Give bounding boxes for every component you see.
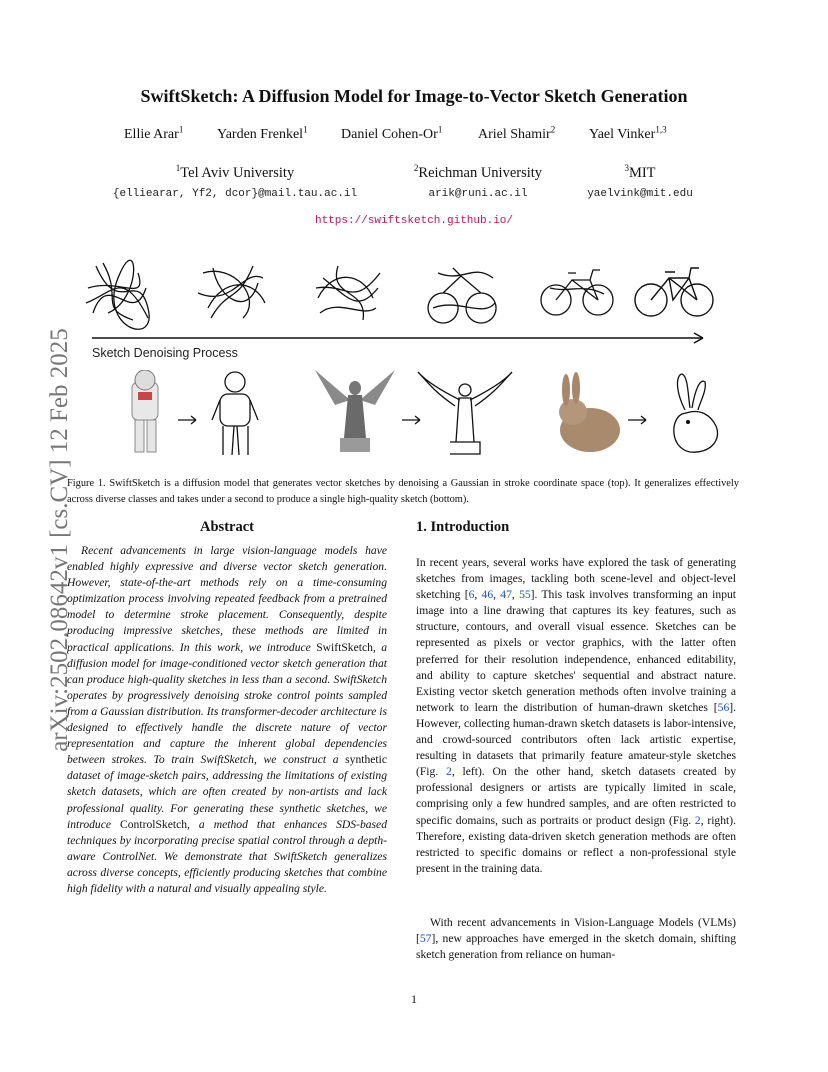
paper-title: SwiftSketch: A Diffusion Model for Image-to-Vector Sketch Generation	[140, 86, 688, 106]
author-3: Daniel Cohen-Or$^1$	[341, 124, 443, 142]
rabbit-photo	[559, 372, 620, 452]
noisy-sketch-step-3	[316, 266, 380, 320]
arxiv-identifier: arXiv:2502.08642v1 [cs.CV] 12 Feb 2025	[46, 328, 73, 752]
figure-reference-link[interactable]: 2	[694, 813, 701, 827]
introduction-heading: 1. Introduction	[416, 519, 510, 535]
citation-link[interactable]: 47	[500, 588, 512, 602]
astronaut-photo	[132, 370, 158, 452]
email-3: yaelvink@mit.edu	[587, 188, 693, 200]
noisy-sketch-step-2	[198, 266, 265, 318]
author-4: Ariel Shamir$^2$	[478, 124, 556, 142]
figure-reference-link[interactable]: 2	[446, 765, 452, 779]
citation-link[interactable]: 6	[468, 588, 475, 602]
abstract-heading: Abstract	[200, 519, 254, 535]
citation-link[interactable]: 46	[481, 588, 494, 602]
method-name: SwiftSketch	[316, 640, 373, 654]
abstract-body: Recent advancements in large vision-language models have enabled highly expressive and diverse vector sketch generation. However, state-of-the-art methods rely on a time-consuming optimization process involving repeated feedback from a pretrained model to determine stroke placement. Consequently, despite producing impressive sketches, these methods are limited in practical applications. In this work, we introduce SwiftSketch, a diffusion model for image-conditioned vector sketch generation that can produce high-quality sketches in less than a second. SwiftSketch operates by progressively denoising stroke control points sampled from a Gaussian distribution. Its transformer-decoder architecture is designed to effectively handle the discrete nature of vector representation and capture the inherent global dependencies between strokes. To train SwiftSketch, we construct a synthetic dataset of image-sketch pairs, addressing the limitations of existing sketch datasets, which are often created by non-artists and lack professional quality. For generating these synthetic sketches, we introduce ControlSketch, a method that enhances SDS-based techniques by incorporating precise spatial control through a depth-aware ControlNet. We demonstrate that SwiftSketch generalizes across diverse concepts, efficiently producing sketches that combine high fidelity with a natural and visually appealing style.	[67, 544, 387, 895]
affiliation-3: $^3$MIT	[624, 163, 656, 181]
noisy-sketch-step-4	[428, 268, 496, 323]
rabbit-sketch	[674, 374, 718, 452]
figure-caption: Figure 1. SwiftSketch is a diffusion model that generates vector sketches by denoising a Gaussian in stroke coordinate space (top). It generalizes effectively across diverse classes and takes under a second to produce a single high-quality sketch (bottom).	[67, 478, 739, 505]
author-1: Ellie Arar$^1$	[124, 124, 184, 142]
email-1: {elliearar, Yf2, dcor}@mail.tau.ac.il	[112, 188, 358, 200]
page-number: 1	[411, 992, 417, 1006]
author-5: Yael Vinker$^{1,3}$	[589, 124, 667, 142]
sketch-denoising-figure	[78, 258, 718, 348]
affiliation-1: $^1$Tel Aviv University	[175, 163, 295, 181]
process-label: Sketch Denoising Process	[92, 346, 238, 360]
emphasis-word: synthetic	[345, 753, 387, 767]
denoising-arrow	[92, 333, 703, 343]
introduction-paragraph-2: With recent advancements in Vision-Language Models (VLMs) [57], new approaches have emerged in the sketch domain, shifting sketch generation from reliance on human-	[416, 916, 736, 962]
noisy-sketch-step-1	[86, 260, 149, 329]
angel-sketch	[418, 372, 512, 454]
method-name: ControlSketch	[120, 817, 188, 831]
arrow-icon	[402, 416, 420, 424]
angel-statue-photo	[315, 370, 395, 452]
author-2: Yarden Frenkel$^1$	[217, 124, 308, 142]
citation-link[interactable]: 56	[717, 700, 730, 714]
noisy-sketch-step-5	[541, 270, 613, 315]
project-url-link[interactable]: https://swiftsketch.github.io/	[314, 215, 514, 227]
clean-sketch-step-6	[635, 268, 713, 316]
introduction-paragraph-1: In recent years, several works have explored the task of generating sketches from images, tackling both scene-level and object-level sketching [6, 46, 47, 55]. This task involves transforming an input image into a line drawing that captures its key features, such as structure, contours, and overall visual essence. Sketches can be represented as pixels or vector graphics, with the latter often preferred for their resolution independence, enhanced editability, and ability to capture sketches' sequential and abstract nature. Existing vector sketch generation methods often involve training a network to learn the distribution of human-drawn sketches [56]. However, collecting human-drawn sketch datasets is labor-intensive, and crowd-sourced contributors often lack artistic expertise, resulting in datasets that primarily feature amateur-style sketches (Fig. 2, left). On the other hand, sketch datasets created by professional designers or artists are typically limited in scale, comprising only a few hundred samples, and are often restricted to specific domains, such as portraits or product design (Fig. 2, right). Therefore, existing data-driven sketch generation methods are often restricted to specific domains or reflect a non-professional style present in the training data.	[416, 556, 737, 875]
arrow-icon	[628, 416, 646, 424]
affiliation-2: $^2$Reichman University	[413, 163, 543, 181]
email-2: arik@runi.ac.il	[428, 188, 528, 200]
examples-figure	[110, 370, 730, 460]
citation-link[interactable]: 57	[419, 932, 432, 946]
arrow-icon	[178, 416, 196, 424]
citation-link[interactable]: 55	[519, 588, 531, 602]
astronaut-sketch	[212, 372, 258, 455]
